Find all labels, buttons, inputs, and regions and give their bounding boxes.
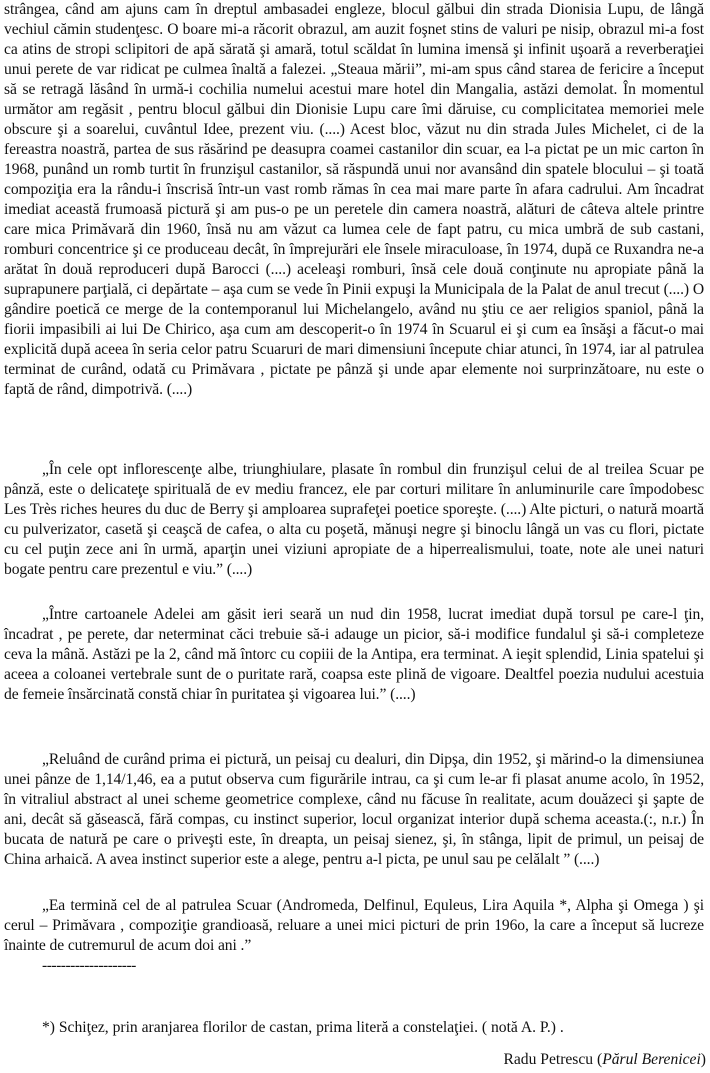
- signature-work: Părul Berenicei: [602, 1051, 701, 1068]
- paragraph-cartoanele: „Între cartoanele Adelei am găsit ieri seară un nud din 1958, lucrat imediat după torsul pe care-l ţin, încadrat , pe perete, dar neterminat căci trebuie să-i adauge un picior, să-i modifice fundalul şi să-i completeze ceva la mână. Astăzi pe la 2, când mă întorc cu copiii de la Antipa, era terminat. A ieşit splendid, Linia spatelui şi aceea a coloanei vertebrale sunt de o puritate rară, coapsa este plină de vigoare. Dealtfel poezia nudului acestuia de femeie însărcinată constă chiar în puritatea şi vigoarea lui.” (....): [4, 606, 704, 703]
- signature: Radu Petrescu (Părul Berenicei): [503, 1051, 706, 1068]
- footnote-separator: --------------------: [42, 957, 136, 974]
- paragraph-inflorescente: „În cele opt inflorescenţe albe, triunghiulare, plasate în rombul din frunzişul celui de al treilea Scuar pe pânză, este o delicateţe spirituală de ev mediu francez, ele par corturi militare în anluminurile care împodobesc Les Très riches heures du duc de Berry şi amploarea suprafeţei poetice sporeşte. (....) Alte picturi, o natură moartă cu pulverizator, casetă şi ceaşcă de cafea, o alta cu poşetă, mănuşi negre şi binoclu lângă un vas cu flori, pictate cu cel puţin zece ani în urmă, aparţin unei viziuni apropiate de a hiperrealismului, toate, note ale unei naturi bogate pentru care prezentul e viu.” (....): [4, 461, 704, 578]
- paragraph-scuar: „Ea termină cel de al patrulea Scuar (Andromeda, Delfinul, Equleus, Lira Aquila *, Alpha şi Omega ) şi cerul – Primăvara , compoziţie grandioasă, reluare a unei mici picturi de prin 196o, la care a început să lucreze înainte de cutremurul de acum doi ani .”: [4, 897, 704, 954]
- footnote: *) Schiţez, prin aranjarea florilor de castan, prima literă a constelaţiei. ( notă A. P.) .: [42, 1019, 564, 1036]
- paragraph-opening: strângea, când am ajuns cam în dreptul ambasadei engleze, blocul gălbui din strada Dionisia Lupu, de lângă vechiul cămin studenţesc. O boare mi-a răcorit obrazul, am auzit foşnet stins de valuri pe nisip, obrazul mi-a fost ca atins de stropi sclipitori de apă sărată şi amară, totul scăldat în lumina imensă şi infinit uşoară a reverberaţiei unui perete de var ridicat pe culmea înaltă a falezei. „Steaua mării”, mi-am spus când starea de fericire a început să se retragă lăsând în urmă-i cochilia numelui acestui mare hotel din Mangalia, astăzi demolat. În momentul următor am regăsit , pentru blocul gălbui din Dionisie Lupu care îmi dăruise, cu complicitatea memoriei mele obscure şi a soarelui, cuvântul Idee, prezent viu. (....) Acest bloc, văzut nu din strada Jules Michelet, ci de la fereastra noastră, partea de sus răsărind pe deasupra coamei castanilor din scuar, ea l-a pictat pe un mic carton în 1968, punând un romb turtit în frunzişul castanilor, să răspundă unui nor avansând din spatele blocului – şi toată compoziţia era la rându-i înscrisă într-un vast romb rămas în cea mai mare parte în afara cadrului. Am încadrat imediat această frumoasă pictură şi am pus-o pe un peretele din camera noastră, alături de câteva altele printre care mica Primăvară din 1960, însă nu am văzut ca lumea cele de fapt patru, cu mica umbră de sub castani, romburi concentrice şi ce produceau decât, în împrejurări ele însele miraculoase, în 1974, după ce Ruxandra ne-a arătat în două reproduceri după Barocci (....) aceleaşi romburi, însă cele două conţinute nu apropiate până la suprapunere parţială, ci depărtate – aşa cum se vede în Pinii expuşi la Municipala de la Palat de anul trecut (....) O gândire poetică ce merge de la contemporanul lui Michelangelo, având nu ştiu ce aer religios spaniol, până la fiorii impasibili ai lui De Chirico, aşa cum am descoperit-o în 1974 în Scuarul ei şi cum ea însăşi a făcut-o mai explicită după aceea în seria celor patru Scuaruri de mari dimensiuni începute chiar atunci, în 1974, iar al patrulea terminat de curând, odată cu Primăvara , pictate pe pânză şi unde apar elemente noi surprinzătoare, nu este o faptă de rând, dimpotrivă. (....): [4, 1, 704, 398]
- signature-author: Radu Petrescu: [503, 1051, 594, 1068]
- paragraph-reluand: „Reluând de curând prima ei pictură, un peisaj cu dealuri, din Dipşa, din 1952, şi mărind-o la dimensiunea unei pânze de 1,14/1,46, ea a putut observa cum figurările intrau, ca şi cum le-ar fi plasat anume acolo, în 1952, în vitraliul abstract al unei scheme geometrice complexe, când nu făcuse în realitate, acum douăzeci şi şapte de ani, decât să găsească, fără compas, cu instinct superior, locul organizat interior după schema aceasta.(:, n.r.) În bucata de natură pe care o priveşti este, în dreapta, un peisaj sienez, şi, în stânga, lipit de primul, un peisaj de China arhaică. A avea instinct superior este a alege, pentru a-l picta, pe unul sau pe celălalt ” (....): [4, 751, 704, 868]
